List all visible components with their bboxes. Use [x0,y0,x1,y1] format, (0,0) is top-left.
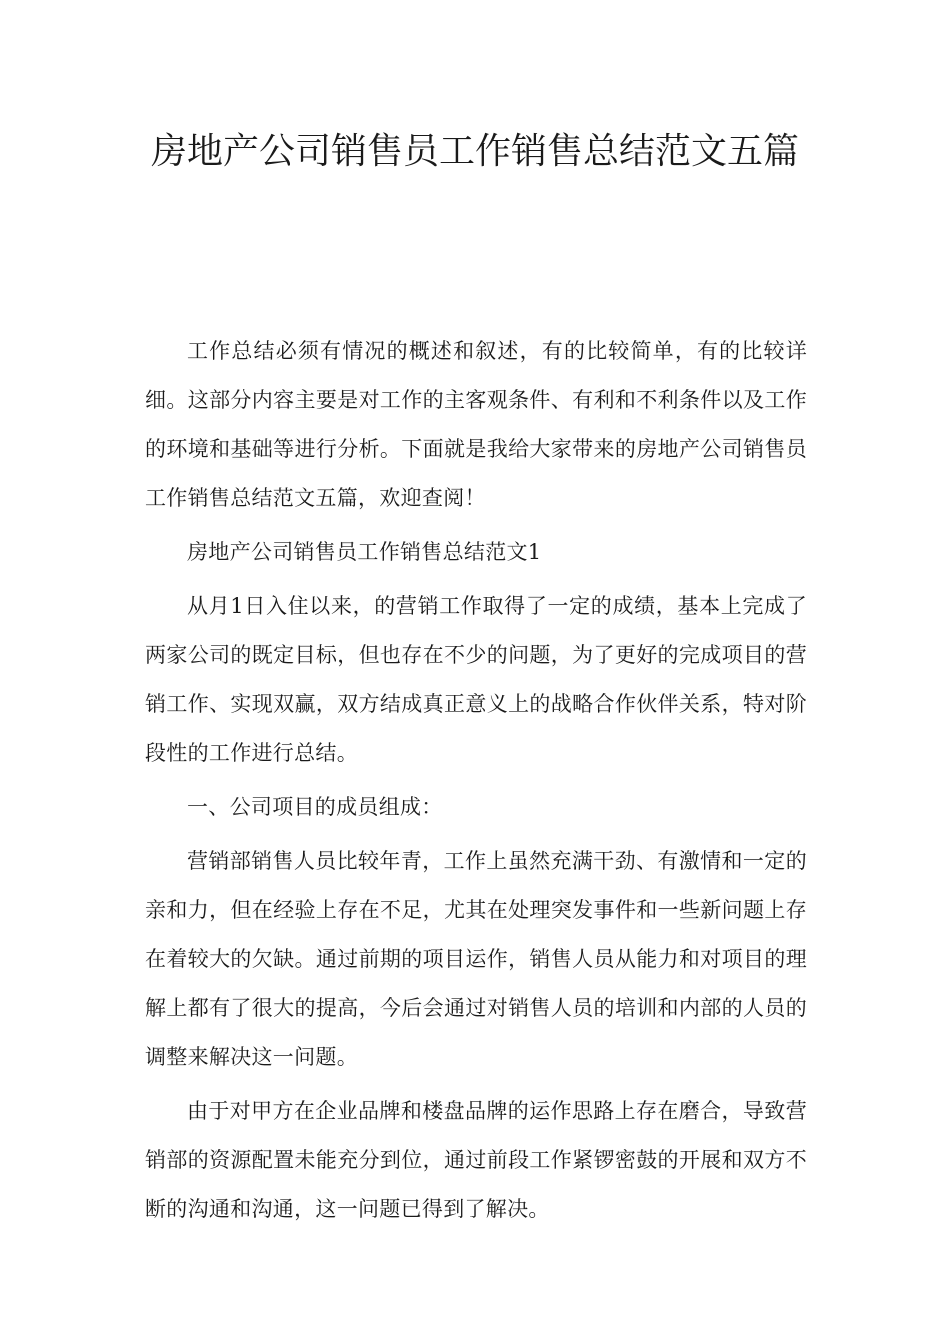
paragraph-section-heading: 房地产公司销售员工作销售总结范文1 [187,540,542,564]
paragraph-staff: 营销部销售人员比较年青，工作上虽然充满干劲、有激情和一定的亲和力，但在经验上存在不足，尤其在处理突发事件和一些新问题上存在着较大的欠缺。通过前期的项目运作，销售人员从能力和对项目的理解上都有了很大的提高，今后会通过对销售人员的培训和内部的人员的调整来解决这一问题。 [145,849,807,1069]
paragraph-intro: 工作总结必须有情况的概述和叙述，有的比较简单，有的比较详细。这部分内容主要是对工作的主客观条件、有利和不利条件以及工作的环境和基础等进行分析。下面就是我给大家带来的房地产公司销售员工作销售总结范文五篇，欢迎查阅！ [145,339,807,510]
paragraph-resources: 由于对甲方在企业品牌和楼盘品牌的运作思路上存在磨合，导致营销部的资源配置未能充分到位，通过前段工作紧锣密鼓的开展和双方不断的沟通和沟通，这一问题已得到了解决。 [145,1099,807,1221]
document-body [145,327,807,1239]
paragraph-summary: 从月1日入住以来，的营销工作取得了一定的成绩，基本上完成了两家公司的既定目标，但也存在不少的问题，为了更好的完成项目的营销工作、实现双赢，双方结成真正意义上的战略合作伙伴关系，特对阶段性的工作进行总结。 [145,594,807,765]
document-title: 房地产公司销售员工作销售总结范文五篇 [150,131,799,172]
paragraph-subheading: 一、公司项目的成员组成： [187,795,443,819]
